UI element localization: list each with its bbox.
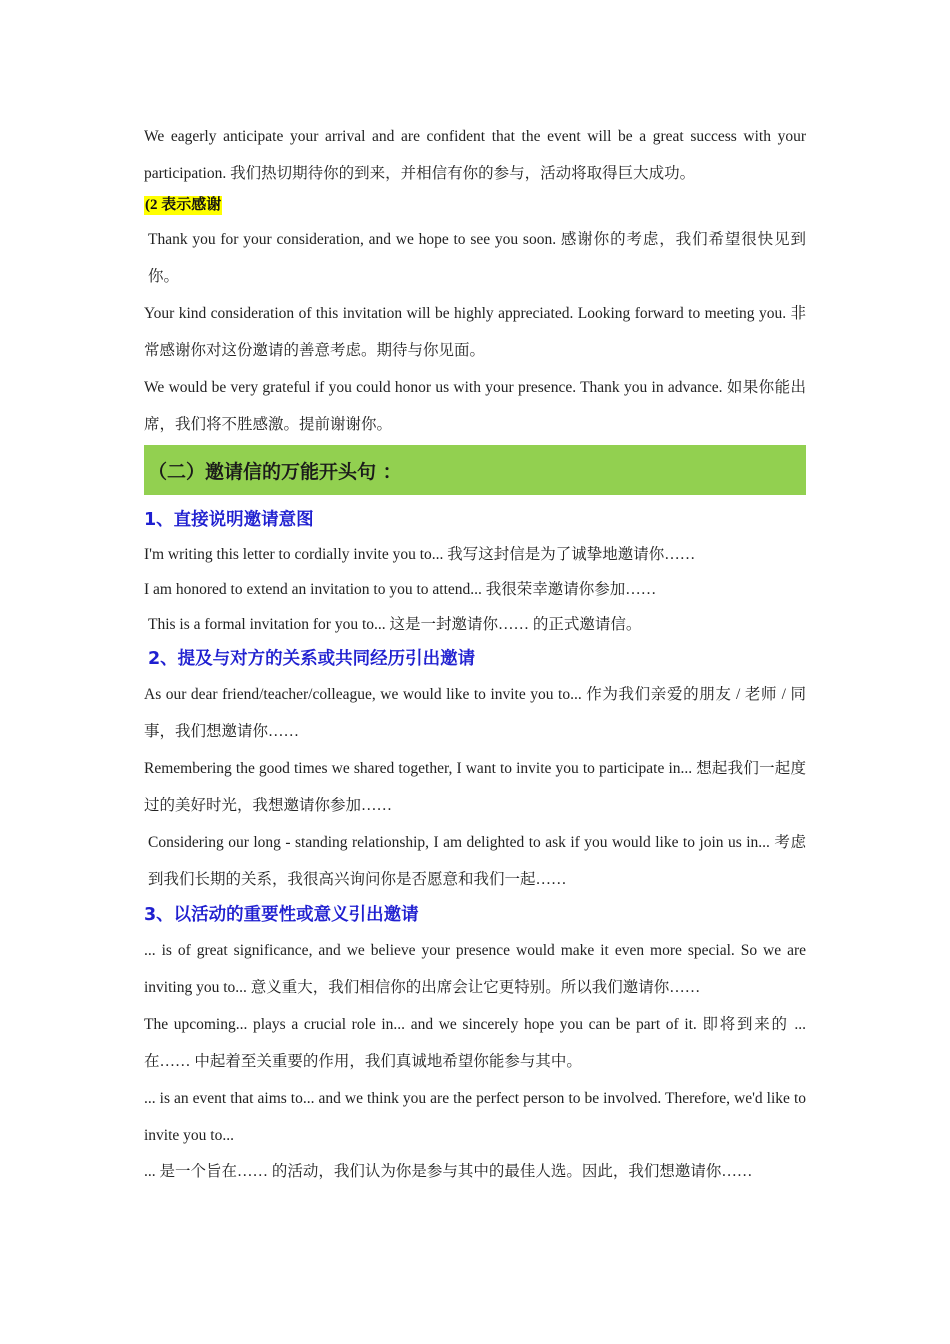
section1-heading: 1、直接说明邀请意图	[144, 510, 314, 530]
section2-heading: 2、提及与对方的关系或共同经历引出邀请	[148, 649, 476, 669]
section1-paragraph-3: This is a formal invitation for you to... 这是一封邀请你…… 的正式邀请信。	[148, 616, 642, 633]
section1-paragraph-1: I'm writing this letter to cordially invite you to... 我写这封信是为了诚挚地邀请你……	[144, 546, 696, 563]
section3-paragraph-2: The upcoming... plays a crucial role in... and we sincerely hope you can be part of it. 即将到来的 ... 在…… 中起着至关重要的作用，我们真诚地希望你能参与其中。	[144, 1016, 806, 1070]
thanks-paragraph-1: Thank you for your consideration, and we hope to see you soon. 感谢你的考虑，我们希望很快见到你。	[148, 231, 806, 285]
section2-paragraph-2: Remembering the good times we shared together, I want to invite you to participate in... 想起我们一起度过的美好时光，我想邀请你参加……	[144, 760, 806, 814]
banner-title: （二）邀请信的万能开头句 ：	[148, 460, 402, 483]
section2-paragraph-3: Considering our long - standing relationship, I am delighted to ask if you would like to join us in... 考虑到我们长期的关系，我很高兴询问你是否愿意和我们一起……	[148, 834, 806, 888]
section3-paragraph-4: ... 是一个旨在…… 的活动，我们认为你是参与其中的最佳人选。因此，我们想邀请你……	[144, 1163, 753, 1180]
section3-paragraph-1: ... is of great significance, and we believe your presence would make it even more special. So we are inviting you to... 意义重大，我们相信你的出席会让它更特别。所以我们邀请你……	[144, 942, 806, 996]
section-banner	[144, 445, 806, 495]
section1-paragraph-2: I am honored to extend an invitation to you to attend... 我很荣幸邀请你参加……	[144, 581, 657, 598]
thanks-label: (2 表示感谢	[145, 197, 222, 213]
section2-paragraph-1: As our dear friend/teacher/colleague, we would like to invite you to... 作为我们亲爱的朋友 / 老师 / 同事，我们想邀请你……	[144, 686, 806, 740]
thanks-label-row	[144, 192, 806, 221]
thanks-paragraph-2: Your kind consideration of this invitation will be highly appreciated. Looking forward to meeting you. 非常感谢你对这份邀请的善意考虑。期待与你见面。	[144, 305, 806, 359]
section3-paragraph-3: ... is an event that aims to... and we think you are the perfect person to be involved. Therefore, we'd like to invite you to...	[144, 1090, 806, 1144]
document-page	[144, 118, 806, 1189]
section3-heading: 3、以活动的重要性或意义引出邀请	[144, 905, 419, 925]
intro-paragraph: We eagerly anticipate your arrival and are confident that the event will be a great success with your participation. 我们热切期待你的到来，并相信有你的参与，活动将取得巨大成功。	[144, 128, 806, 182]
thanks-paragraph-3: We would be very grateful if you could honor us with your presence. Thank you in advance. 如果你能出席，我们将不胜感激。提前谢谢你。	[144, 379, 806, 433]
